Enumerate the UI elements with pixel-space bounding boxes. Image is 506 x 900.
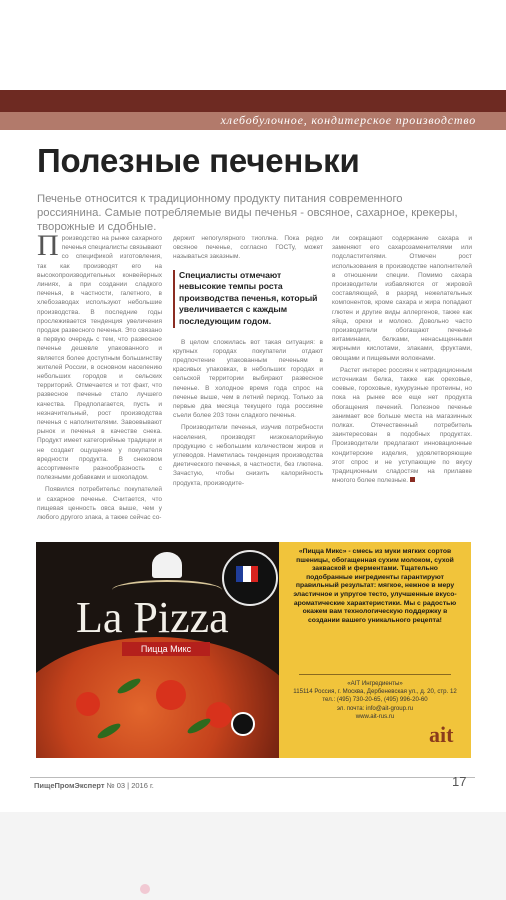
brand-logo-text: La Pizza xyxy=(76,593,229,642)
advertisement[interactable] xyxy=(36,542,471,758)
section-label: хлебобулочное, кондитерское производство xyxy=(220,113,476,127)
issue-number: № 03 | 2016 г. xyxy=(106,781,154,790)
company-website[interactable]: www.ait-rus.ru xyxy=(355,712,395,720)
article-title: Полезные печеньки xyxy=(37,142,360,179)
globe-icon xyxy=(231,712,255,736)
ad-contacts xyxy=(289,680,461,721)
tomato-icon xyxy=(156,680,186,710)
article-column-3 xyxy=(332,234,472,488)
page-number: 17 xyxy=(452,774,467,789)
drop-cap: П xyxy=(37,229,59,262)
paragraph: В целом сложилась вот такая ситуация: в крупных городах покупатели отдают предпочтение упакованным печеньям в красивых упаковках, в небольших городах и сельской территории выбирают развесное печенье. В холодное время года спрос на печенье выше, чем в летний период. Только за первые два месяца текущего года россияне съели более 203 тонн сладкого печенья. xyxy=(173,338,323,420)
ad-image xyxy=(36,542,279,758)
footer-divider xyxy=(30,777,475,778)
tomato-icon xyxy=(206,702,232,728)
tomato-icon xyxy=(76,692,100,716)
header-band xyxy=(0,90,506,112)
page-indicator-dot[interactable] xyxy=(140,884,150,894)
paragraph: Растет интерес россиян к нетрадиционным источникам белка, также как ореховые, соевые, гороховые, кукурузные протеины, но пока на рынке все еще нет продукта обогащения печений. Полезное печенье занимает все больше места на магазинных полках. Отечественный потребитель заинтересован в подобных продуктах. Производители предлагают инновационные кондитерские изделия, удовлетворяющие этот спрос и не уступающие по вкусу традиционным сладостям на прилавке многого более полезные. xyxy=(332,366,472,485)
footer-publication xyxy=(34,781,154,790)
paragraph: ли сокращают содержание сахара и заменяют его сахарозаменителями или подсластителями. Отмечен рост использования в производстве наполнителей в отношении специи. Помимо сахара производители избавляются от жировой составляющей, в разряд нежелательных компонентов, кроме сахара и жира попадают глютен и другие виды аллергенов, также как яйца, орехи и молоко. Довольно часто производители обогащают печенье витаминами, белками, ненасыщенными жирными кислотами, злаками, фруктами, овощами и пищевыми волокнами. xyxy=(332,235,472,362)
paragraph: Производители печенья, изучив потребности населения, производят низкокалорийную продукцию с небольшим количеством жиров и углеводов. Наметилась тенденция производства диетического печенья, в частности, без глютена. Зачастую, чтобы снизить калорийность продукта, производите- xyxy=(173,424,323,487)
divider xyxy=(299,674,451,675)
pull-quote: Специалисты отмечают невысокие темпы роста производства печенья, который увеличивается с каждым последующим годом. xyxy=(173,270,323,328)
ait-logo: ait xyxy=(429,722,454,747)
company-phone: тел.: (495) 730-20-65, (495) 996-20-60 xyxy=(322,696,428,704)
paragraph: роизводство на рынке сахарного печенья специалисты связывают со спецификой изготовления, так как производят его на высокопроизводительных конвейерных линиях, а при создании сладкого печенья, в частности, галетного, в хлебозаводах используют небольшие производства. В последние годы прослеживается тенденция увеличения продаж развесного печенья. Это связано в первую очередь с тем, что развесное печенье дешевле упакованного и является более доступным большинству жителей России, в основном населению небольших городов и сельских территорий. Отмечается и тот факт, что развесное печенье стало лучшего качества. Предполагается, пусть и незначительный, рост производства печенья с наполнителями. Завоевывают рынок и печенья в качестве снека. Продукт имеет категорийные традиции и не создает ощущение у покупателя вредности продукта. В снековом ассортименте разнообразность с полезными добавками и шоколадом. xyxy=(37,235,162,482)
article-column-2 xyxy=(173,234,323,491)
ad-text-panel xyxy=(279,542,471,758)
chef-hat-icon xyxy=(152,552,182,578)
paragraph: Появился потребительс покупателей и сахарное печенье. Считается, что пищевая ценность овса выше, чем у любого другого злака, а также сейчас со- xyxy=(37,486,162,522)
paragraph: держит непогулярного тиоплна. Пока редко овсяное печенье, согласно ГОСТу, может называться заказным. xyxy=(173,235,323,261)
article-column-1 xyxy=(37,229,162,525)
company-name: «АІТ Ингредиенты» xyxy=(347,680,403,687)
article-lead: Печенье относится к традиционному продукту питания современного россиянина. Самые потребляемые виды печенья - овсяное, сахарное, крекеры, творожные и сдобные. xyxy=(37,193,458,233)
france-flag-icon xyxy=(236,566,258,582)
end-mark-icon xyxy=(410,477,415,482)
company-address: 115114 Россия, г. Москва, Дербеневская ул., д. 20, стр. 12 xyxy=(293,688,457,696)
magazine-name: ПищеПромЭксперт xyxy=(34,781,105,790)
product-ribbon: Пицца Микс xyxy=(122,642,210,656)
ad-copy: «Пицца Микс» - смесь из муки мягких сортов пшеницы, обогащенная сухим молоком, сухой закваской и ферментами. Тщательно подобранные ингредиенты гарантируют правильный результат: мягкое, нежное в меру эластичное и упругое тесто, улучшенные вкусо-ароматические характеристики. Мы с радостью окажем вам технологическую поддержку в создании вашего уникального рецепта! xyxy=(293,548,457,624)
company-email[interactable]: эл. почта: info@ait-group.ru xyxy=(336,704,414,712)
